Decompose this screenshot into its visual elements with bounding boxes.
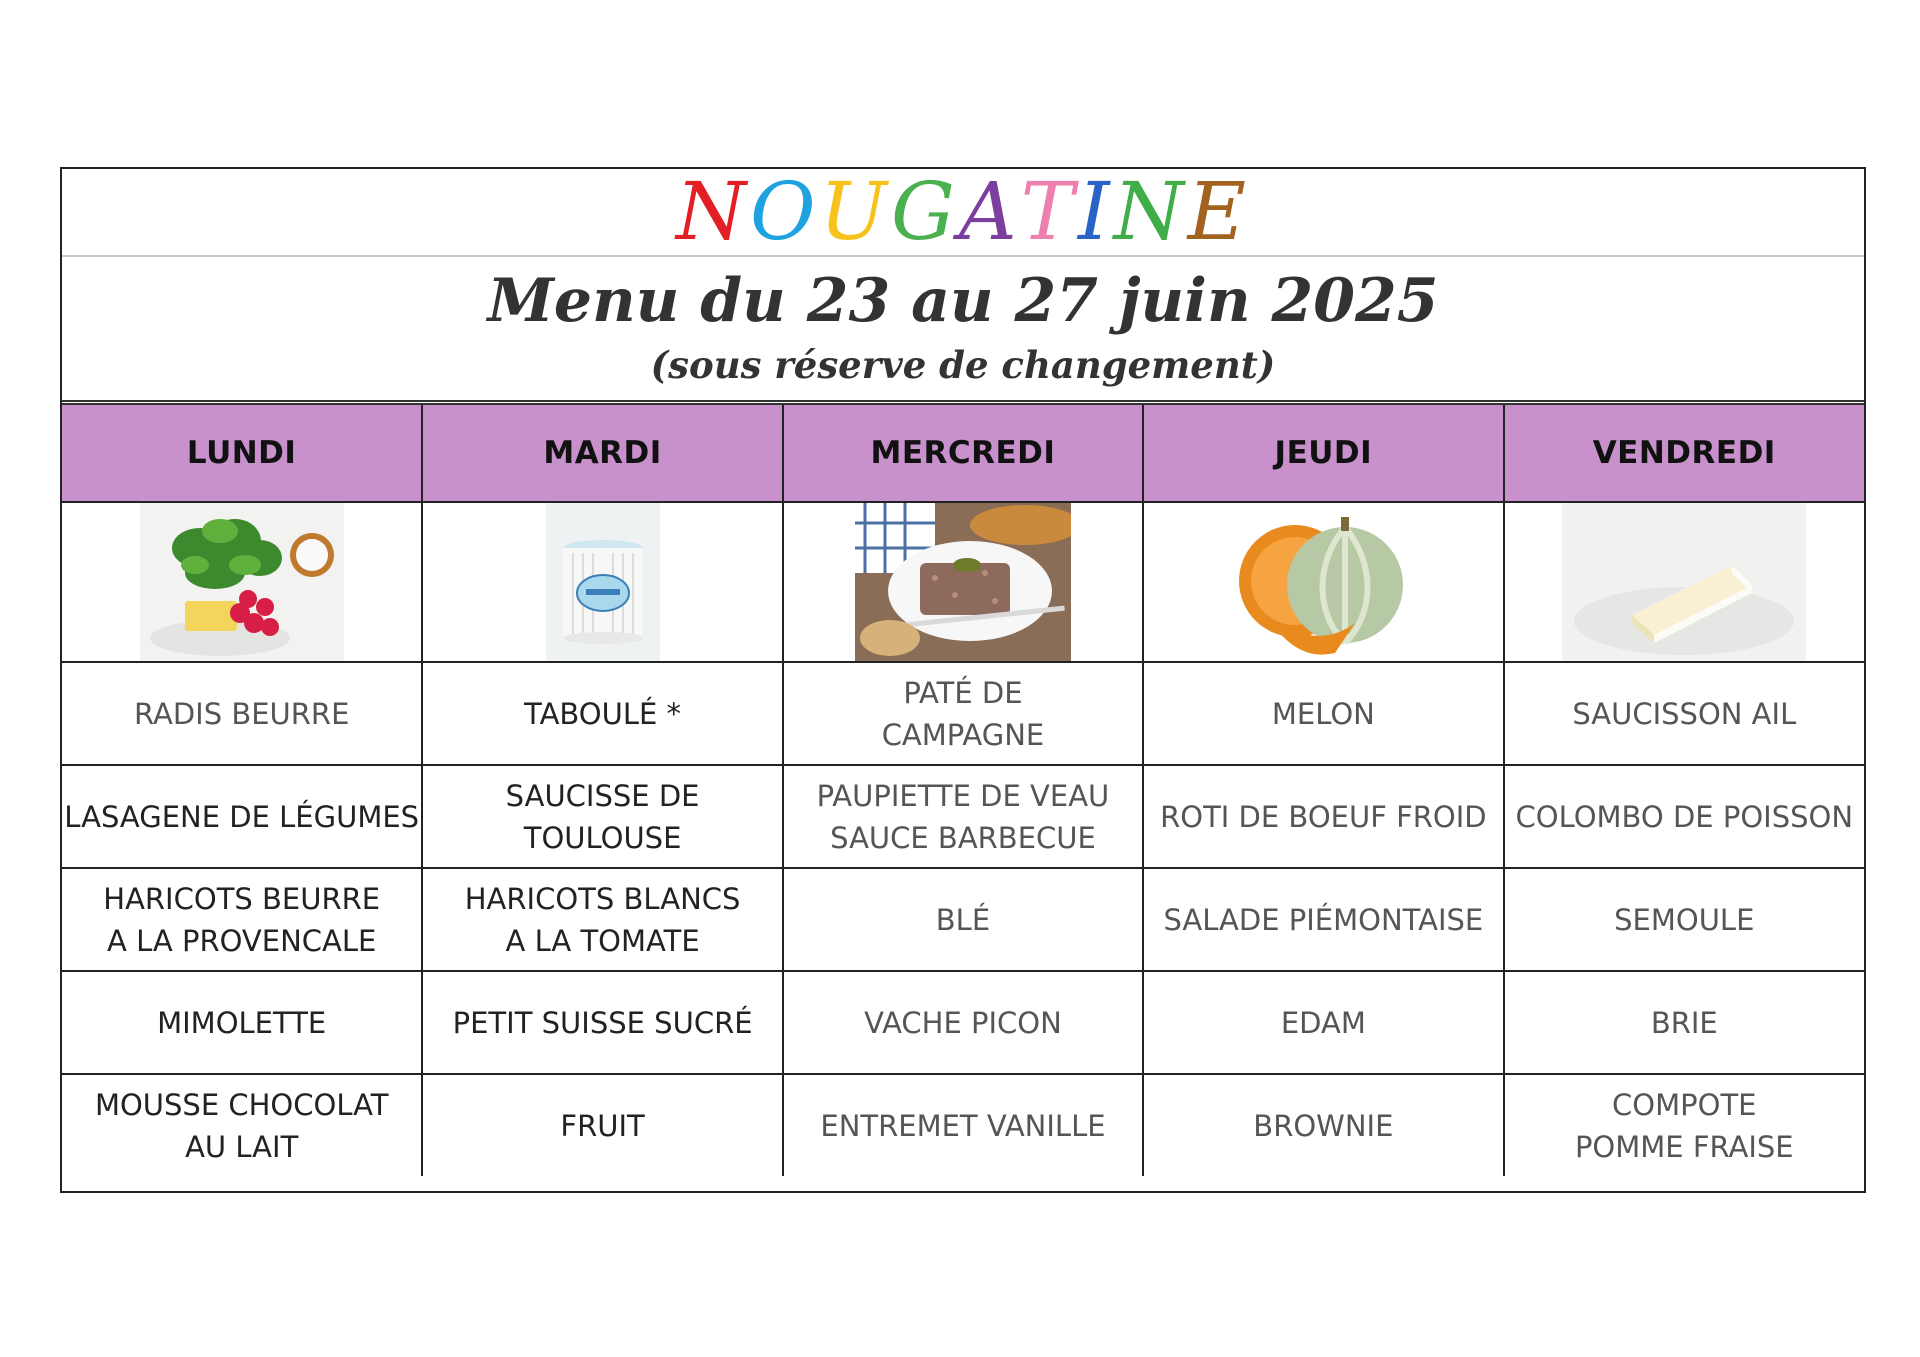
menu-cell: BROWNIE [1143,1074,1503,1176]
image-cell [1143,502,1503,662]
day-header: MARDI [422,405,782,502]
brand-letter: N [675,165,750,258]
brand-letter: U [819,165,891,258]
image-cell [422,502,782,662]
brand-letter: G [890,165,959,258]
title-block [62,257,1864,405]
image-cell [62,502,422,662]
menu-row-entree [62,662,1864,765]
brand-letter: O [749,165,820,258]
menu-cell: BLÉ [783,868,1143,971]
page-title: Menu du 23 au 27 juin 2025 [487,266,1439,336]
menu-cell: PETIT SUISSE SUCRÉ [422,971,782,1074]
day-header: MERCREDI [783,405,1143,502]
menu-cell: TABOULÉ * [422,662,782,765]
pate-campagne-image [855,503,1071,661]
brand-letter: T [1020,165,1079,258]
menu-table [62,405,1864,1176]
menu-cell: MIMOLETTE [62,971,422,1074]
brand-letter: I [1078,165,1114,258]
menu-cell: VACHE PICON [783,971,1143,1074]
brand-letter: N [1113,165,1188,258]
menu-cell: SAUCISSON AIL [1504,662,1864,765]
brand-title [62,165,1864,258]
menu-row-plat [62,765,1864,868]
menu-cell: BRIE [1504,971,1864,1074]
petit-suisse-image [546,503,660,661]
day-header: LUNDI [62,405,422,502]
image-cell [1504,502,1864,662]
day-header: VENDREDI [1504,405,1864,502]
menu-cell: MOUSSE CHOCOLAT AU LAIT [62,1074,422,1176]
menu-cell: PATÉ DE CAMPAGNE [783,662,1143,765]
menu-cell: LASAGENE DE LÉGUMES [62,765,422,868]
day-header: JEUDI [1143,405,1503,502]
radish-butter-image [140,503,344,661]
menu-cell: EDAM [1143,971,1503,1074]
menu-cell: MELON [1143,662,1503,765]
image-cell [783,502,1143,662]
menu-row-fromage [62,971,1864,1074]
brie-image [1562,503,1806,661]
image-row [62,502,1864,662]
menu-cell: HARICOTS BEURRE A LA PROVENCALE [62,868,422,971]
melon-image [1225,503,1421,661]
menu-cell: HARICOTS BLANCS A LA TOMATE [422,868,782,971]
brand-letter: A [958,165,1021,258]
page-subtitle: (sous réserve de changement) [650,343,1276,387]
menu-cell: FRUIT [422,1074,782,1176]
menu-cell: PAUPIETTE DE VEAU SAUCE BARBECUE [783,765,1143,868]
brand-letter: E [1187,165,1251,258]
menu-cell: SEMOULE [1504,868,1864,971]
menu-cell: COLOMBO DE POISSON [1504,765,1864,868]
menu-row-accompagnement [62,868,1864,971]
menu-cell: ROTI DE BOEUF FROID [1143,765,1503,868]
menu-cell: ENTREMET VANILLE [783,1074,1143,1176]
day-header-row [62,405,1864,502]
menu-cell: COMPOTE POMME FRAISE [1504,1074,1864,1176]
menu-cell: RADIS BEURRE [62,662,422,765]
menu-row-dessert [62,1074,1864,1176]
menu-sheet [60,167,1866,1193]
menu-cell: SALADE PIÉMONTAISE [1143,868,1503,971]
menu-cell: SAUCISSE DE TOULOUSE [422,765,782,868]
